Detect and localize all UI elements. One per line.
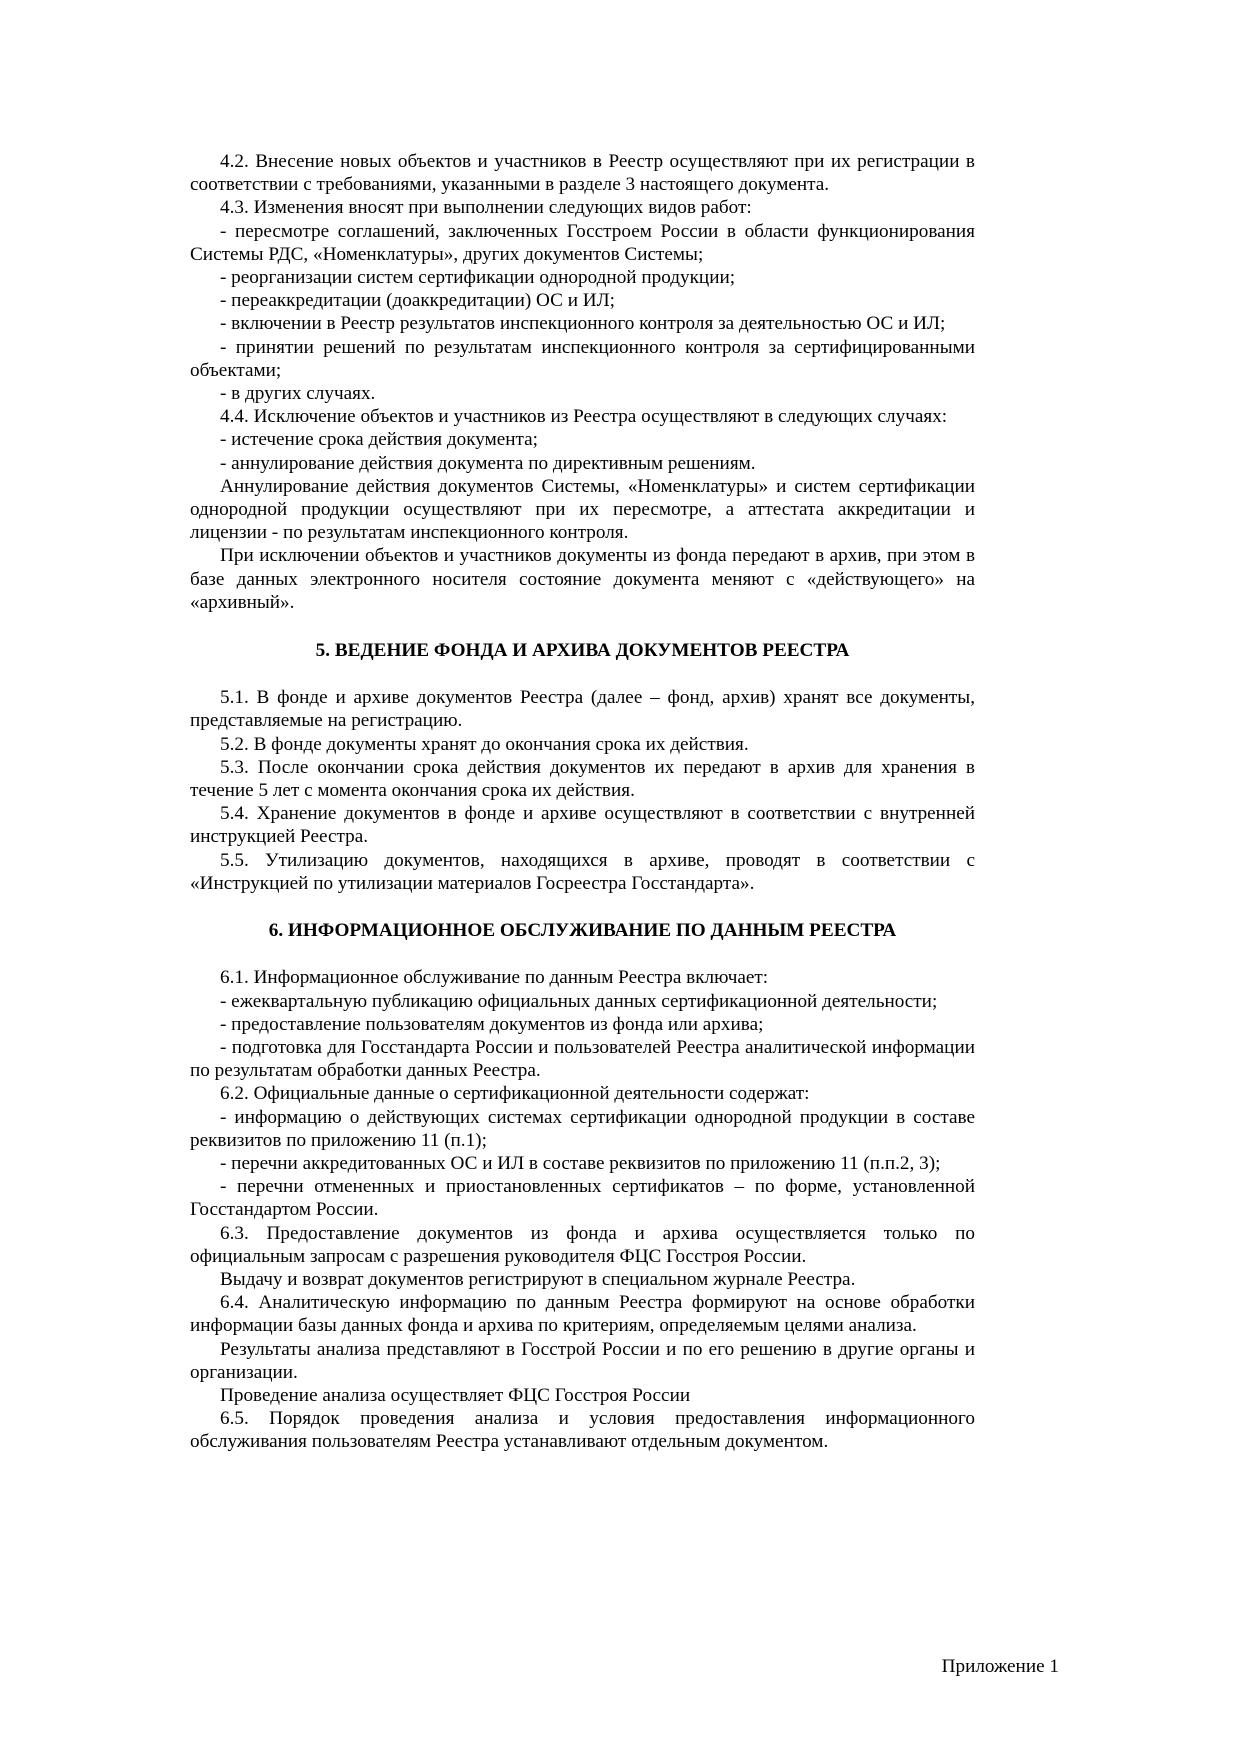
list-item: - подготовка для Госстандарта России и пользователей Реестра аналитической информации по результатам обработки данных Реестра.: [190, 1036, 975, 1082]
paragraph: Проведение анализа осуществляет ФЦС Госстроя России: [220, 1384, 691, 1406]
section-6-heading: 6. ИНФОРМАЦИОННОЕ ОБСЛУЖИВАНИЕ ПО ДАННЫМ РЕЕСТРА: [268, 920, 897, 942]
paragraph-6-1: 6.1. Информационное обслуживание по данным Реестра включает:: [220, 967, 769, 989]
paragraph-4-2: 4.2. Внесение новых объектов и участников в Реестр осуществляют при их регистрации в соответствии с требованиями, указанными в разделе 3 настоящего документа.: [190, 151, 975, 196]
list-item: - реорганизации систем сертификации однородной продукции;: [220, 267, 736, 289]
list-item: - истечение срока действия документа;: [220, 429, 538, 451]
paragraph-6-3: 6.3. Предоставление документов из фонда и архива осуществляется только по официальным запросам с разрешения руководителя ФЦС Госстроя России.: [190, 1222, 975, 1267]
paragraph: Аннулирование действия документов Системы, «Номенклатуры» и систем сертификации однородной продукции осуществляют при их пересмотре, а аттестата аккредитации и лицензии - по результатам инспекционного контроля.: [190, 475, 975, 544]
paragraph: При исключении объектов и участников документы из фонда передают в архив, при этом в базе данных электронного носителя состояние документа меняют с «действующего» на «архивный».: [190, 545, 975, 613]
list-item: - включении в Реестр результатов инспекционного контроля за деятельностью ОС и ИЛ;: [220, 313, 946, 335]
paragraph: Выдачу и возврат документов регистрируют в специальном журнале Реестра.: [220, 1268, 856, 1290]
paragraph-5-2: 5.2. В фонде документы хранят до окончания срока их действия.: [220, 733, 749, 755]
paragraph: Результаты анализа представляют в Госстрой России и по его решению в другие органы и организации.: [190, 1338, 975, 1383]
section-5-heading: 5. ВЕДЕНИЕ ФОНДА И АРХИВА ДОКУМЕНТОВ РЕЕСТРА: [315, 640, 850, 662]
paragraph-5-5: 5.5. Утилизацию документов, находящихся в архиве, проводят в соответствии с «Инструкцией по утилизации материалов Госреестра Госстандарта».: [190, 849, 975, 894]
list-item: - пересмотре соглашений, заключенных Госстроем России в области функционирования Системы РДС, «Номенклатуры», других документов Системы;: [190, 220, 975, 265]
list-item: - перечни отмененных и приостановленных сертификатов – по форме, установленной Госстандартом России.: [190, 1176, 975, 1221]
paragraph-5-3: 5.3. После окончании срока действия документов их передают в архив для хранения в течение 5 лет с момента окончания срока их действия.: [190, 756, 975, 802]
list-item: - аннулирование действия документа по директивным решениям.: [220, 452, 756, 474]
paragraph-6-4: 6.4. Аналитическую информацию по данным Реестра формируют на основе обработки информации базы данных фонда и архива по критериям, определяемым целями анализа.: [190, 1292, 975, 1337]
paragraph-6-5: 6.5. Порядок проведения анализа и условия предоставления информационного обслуживания пользователям Реестра устанавливают отдельным документом.: [190, 1408, 975, 1453]
document-page: [190, 150, 975, 1454]
appendix-label: Приложение 1: [941, 1656, 1059, 1677]
list-item: - в других случаях.: [220, 383, 376, 405]
paragraph-5-1: 5.1. В фонде и архиве документов Реестра (далее – фонд, архив) хранят все документы, представляемые на регистрацию.: [190, 687, 975, 732]
paragraph-4-4: 4.4. Исключение объектов и участников из Реестра осуществляют в следующих случаях:: [220, 406, 948, 428]
list-item: - ежеквартальную публикацию официальных данных сертификационной деятельности;: [220, 990, 938, 1012]
list-item: - предоставление пользователям документов из фонда или архива;: [220, 1013, 764, 1035]
list-item: - переаккредитации (доаккредитации) ОС и ИЛ;: [220, 290, 615, 312]
list-item: - информацию о действующих системах сертификации однородной продукции в составе реквизитов по приложению 11 (п.1);: [190, 1106, 975, 1151]
list-item: - принятии решений по результатам инспекционного контроля за сертифицированными объектами;: [190, 336, 975, 381]
paragraph-4-3: 4.3. Изменения вносят при выполнении следующих видов работ:: [220, 197, 752, 219]
list-item: - перечни аккредитованных ОС и ИЛ в составе реквизитов по приложению 11 (п.п.2, 3);: [220, 1152, 941, 1174]
paragraph-6-2: 6.2. Официальные данные о сертификационной деятельности содержат:: [220, 1083, 810, 1105]
paragraph-5-4: 5.4. Хранение документов в фонде и архиве осуществляют в соответствии с внутренней инструкцией Реестра.: [190, 803, 975, 848]
